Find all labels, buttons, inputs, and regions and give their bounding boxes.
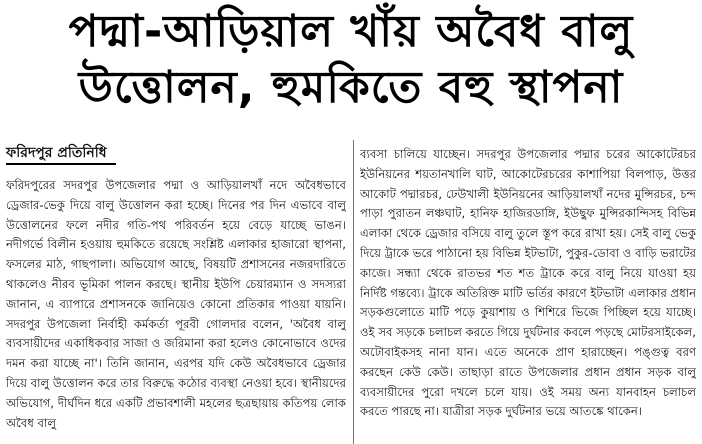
column-1-text: ফরিদপুরের সদরপুর উপজেলার পদ্মা ও আড়িয়ালখাঁ নদে অবৈধভাবে ড্রেজার-ভেকু দিয়ে বালু উত্তোলন করা হচ্ছে। দিনের পর দিন এভাবে বালু উত্তোলনের ফলে নদীর গতি-পথ পরিবর্তন হয়ে বেড়ে যাচ্ছে ভাঙন। নদীগর্ভে বিলীন হওয়ায় হুমকিতে রয়েছে সংশ্লিষ্ট এলাকার হাজারো স্থাপনা, ফসলের মাঠ, গাছপালা। অভিযোগ আছে, বিষয়টি প্রশাসনের নজরদারিতে থাকলেও নীরব ভূমিকা পালন করছে। স্থানীয় ইউপি চেয়ারম্যান ও সদস্যরা জানান, এ ব্যাপারে প্রশাসনকে জানিয়েও কোনো প্রতিকার পাওয়া যায়নি। সদরপুর উপজেলা নির্বাহী কর্মকর্তা পূরবী গোলদার বলেন, 'অবৈধ বালু ব্যবসায়ীদের একাধিকবার সাজা ও জরিমানা করা হলেও কোনোভাবে ওদের দমন করা যাচ্ছে না'। তিনি জানান, এরপর যদি কেউ অবৈধভাবে ড্রেজার দিয়ে বালু উত্তোলন করে তার বিরুদ্ধে কঠোর ব্যবস্থা নেওয়া হবে। স্থানীয়দের অভিযোগ, দীর্ঘদিন ধরে একটি প্রভাবশালী মহলের ছত্রছায়ায় কতিপয় লোক অবৈধ বালু xyxy=(6,178,346,430)
article-column-2 xyxy=(360,145,696,444)
byline: ফরিদপুর প্রতিনিধি xyxy=(6,145,107,161)
byline-underline xyxy=(6,163,116,165)
column-divider xyxy=(353,140,354,444)
headline xyxy=(0,4,702,116)
article-column-1 xyxy=(6,176,346,444)
headline-line-1: পদ্মা-আড়িয়াল খাঁয় অবৈধ বালু xyxy=(68,6,634,57)
column-2-text: ব্যবসা চালিয়ে যাচ্ছেন। সদরপুর উপজেলার পদ্মার চরের আকোটেরচর ইউনিয়নের শয়তানখালি ঘাট, আকোটেরচরের কাশাপিয়া বিলপাড়, উত্তর আকোট পদ্মারচর, ঢেউখালী ইউনিয়নের আড়িয়ালখাঁ নদের মুন্সিরচর, চন্দ পাড়া পুরাতন লঞ্চঘাট, হানিফ হাজিরডাঙ্গি, ইউছুফ মুন্সিরকান্দিসহ বিভিন্ন এলাকা থেকে ড্রেজার বসিয়ে বালু তুলে স্তূপ করে রাখা হয়। সেই বালু ভেকু দিয়ে ট্রাকে ভরে পাঠানো হয় বিভিন্ন ইটভাটা, পুকুর-ডোবা ও বাড়ি ভরাটের কাজে। সন্ধ্যা থেকে রাতভর শত শত ট্রাকে করে বালু নিয়ে যাওয়া হয় নির্দিষ্ট গন্তব্যে। ট্রাকে অতিরিক্ত মাটি ভর্তির কারণে ইটভাটা এলাকার প্রধান সড়কগুলোতে মাটি পড়ে কুয়াশায় ও শিশিরে ভিজে পিচ্ছিল হয়ে যাচ্ছে। ওই সব সড়কে চলাচল করতে গিয়ে দুর্ঘটনার কবলে পড়ছে মোটরসাইকেল, অটোবাইকসহ নানা যান। এতে অনেকে প্রাণ হারাচ্ছেন। পঙ্গুত্ব বরণ করছেন কেউ কেউ। তাছাড়া রাতে উপজেলার প্রধান প্রধান সড়ক বালু ব্যবসায়ীদের পুরো দখলে চলে যায়। ওই সময় অন্য যানবাহন চলাচল করতে পারছে না। যাত্রীরা সড়ক দুর্ঘটনার ভয়ে আতঙ্কে থাকেন। xyxy=(360,147,696,419)
headline-line-2: উত্তোলন, হুমকিতে বহু স্থাপনা xyxy=(78,62,624,113)
